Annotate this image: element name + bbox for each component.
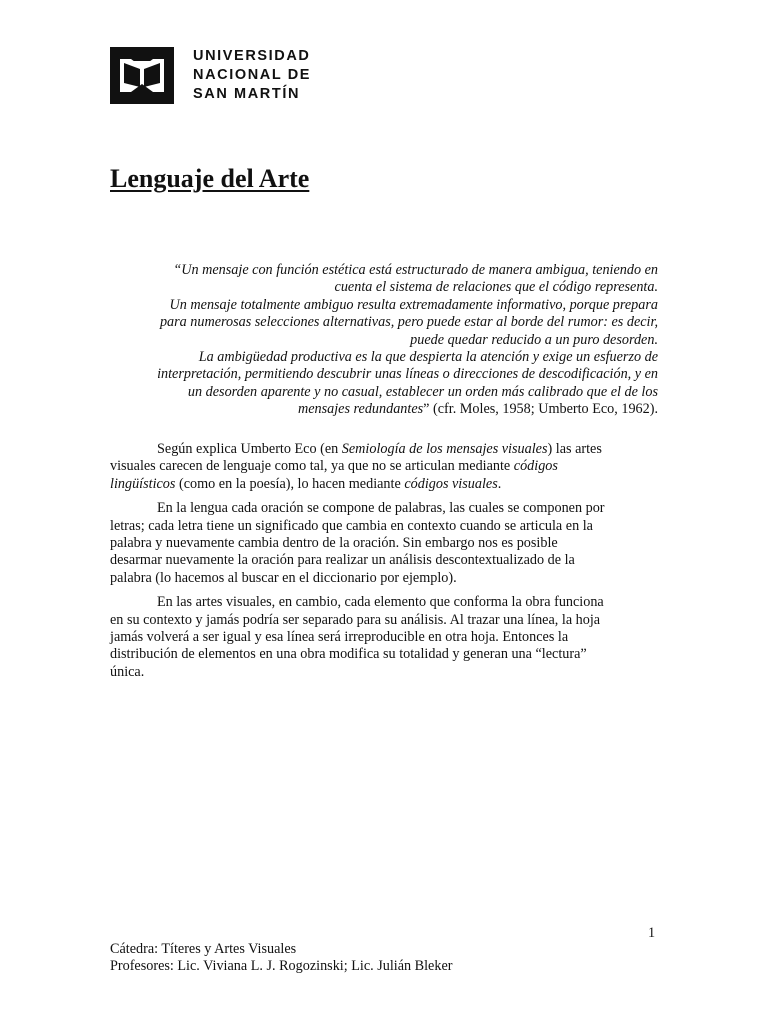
- quote-line: para numerosas selecciones alternativas, pero puede estar al borde del rumor: es decir,: [159, 314, 658, 331]
- book-title-emphasis: Semiología de los mensajes visuales: [341, 441, 548, 457]
- paragraph-line: [110, 458, 642, 475]
- quote-line: cuenta el sistema de relaciones que el código representa.: [334, 279, 658, 296]
- paragraph-line: [110, 476, 642, 493]
- quote-line: La ambigüedad productiva es la que despierta la atención y exige un esfuerzo de: [198, 349, 658, 366]
- paragraph-line: en su contexto y jamás podría ser separado para su análisis. Al trazar una línea, la hoja: [110, 611, 601, 628]
- body-text: [110, 441, 642, 688]
- quote-line: Un mensaje totalmente ambiguo resulta extremadamente informativo, porque prepara: [169, 296, 658, 313]
- paragraph-line: palabra y nuevamente cambia dentro de la oración. Sin embargo nos es posible: [110, 535, 558, 552]
- text-run: visuales carecen de lenguaje como tal, ya que no se articulan mediante: [110, 458, 514, 475]
- text-run: (como en la poesía), lo hacen mediante: [175, 475, 405, 492]
- footer-profesores: Profesores: Lic. Viviana L. J. Rogozinski; Lic. Julián Bleker: [110, 958, 453, 975]
- quote-line: puede quedar reducido a un puro desorden.: [410, 331, 658, 348]
- paragraph-2: [110, 500, 642, 587]
- emphasis: códigos visuales: [404, 475, 498, 492]
- footer-catedra: Cátedra: Títeres y Artes Visuales: [110, 941, 297, 957]
- paragraph-line: palabra (lo hacemos al buscar en el diccionario por ejemplo).: [110, 569, 457, 586]
- page-number: 1: [648, 925, 656, 941]
- paragraph-line: En la lengua cada oración se compone de palabras, las cuales se componen por: [157, 500, 605, 517]
- page-footer: [110, 941, 452, 976]
- quote-line: “Un mensaje con función estética está estructurado de manera ambigua, teniendo en: [173, 262, 658, 278]
- paragraph-line: En las artes visuales, en cambio, cada elemento que conforma la obra funciona: [157, 594, 604, 611]
- university-name-line-3: SAN MARTÍN: [193, 86, 301, 102]
- university-name-line-2: NACIONAL DE: [193, 67, 312, 83]
- quote-line: un desorden aparente y no casual, establecer un orden más calibrado que el de los: [187, 383, 658, 400]
- university-logo-icon: [110, 47, 174, 104]
- quote-last-italic: mensajes redundantes: [297, 401, 424, 418]
- emphasis: lingüísticos: [110, 475, 176, 492]
- text-run: Según explica Umberto Eco (en: [157, 441, 342, 457]
- paragraph-3: [110, 594, 642, 681]
- paragraph-line: letras; cada letra tiene un significado que cambia en contexto cuando se articula en la: [110, 517, 593, 534]
- paragraph-line: desarmar nuevamente la oración para realizar un análisis descontextualizado de la: [110, 552, 575, 569]
- paragraph-line: única.: [110, 663, 145, 680]
- epigraph-quote: [110, 262, 658, 419]
- paragraph-1: [110, 441, 642, 493]
- paragraph-line: distribución de elementos en una obra modifica su totalidad y generan una “lectura”: [110, 646, 587, 663]
- paragraph-line: jamás volverá a ser igual y esa línea será irreproducible en otra hoja. Entonces la: [110, 629, 569, 646]
- text-run: ) las artes: [547, 441, 602, 457]
- university-name: [193, 47, 311, 104]
- emphasis: códigos: [513, 458, 558, 475]
- quote-last-line: [110, 401, 658, 418]
- paragraph-line: [110, 441, 642, 458]
- university-name-line-1: UNIVERSIDAD: [193, 48, 311, 64]
- text-run: .: [497, 475, 502, 492]
- quote-citation: ” (cfr. Moles, 1958; Umberto Eco, 1962).: [423, 401, 658, 418]
- document-title: Lenguaje del Arte: [110, 164, 310, 193]
- quote-line: interpretación, permitiendo descubrir unas líneas o direcciones de descodificación, y en: [157, 366, 658, 383]
